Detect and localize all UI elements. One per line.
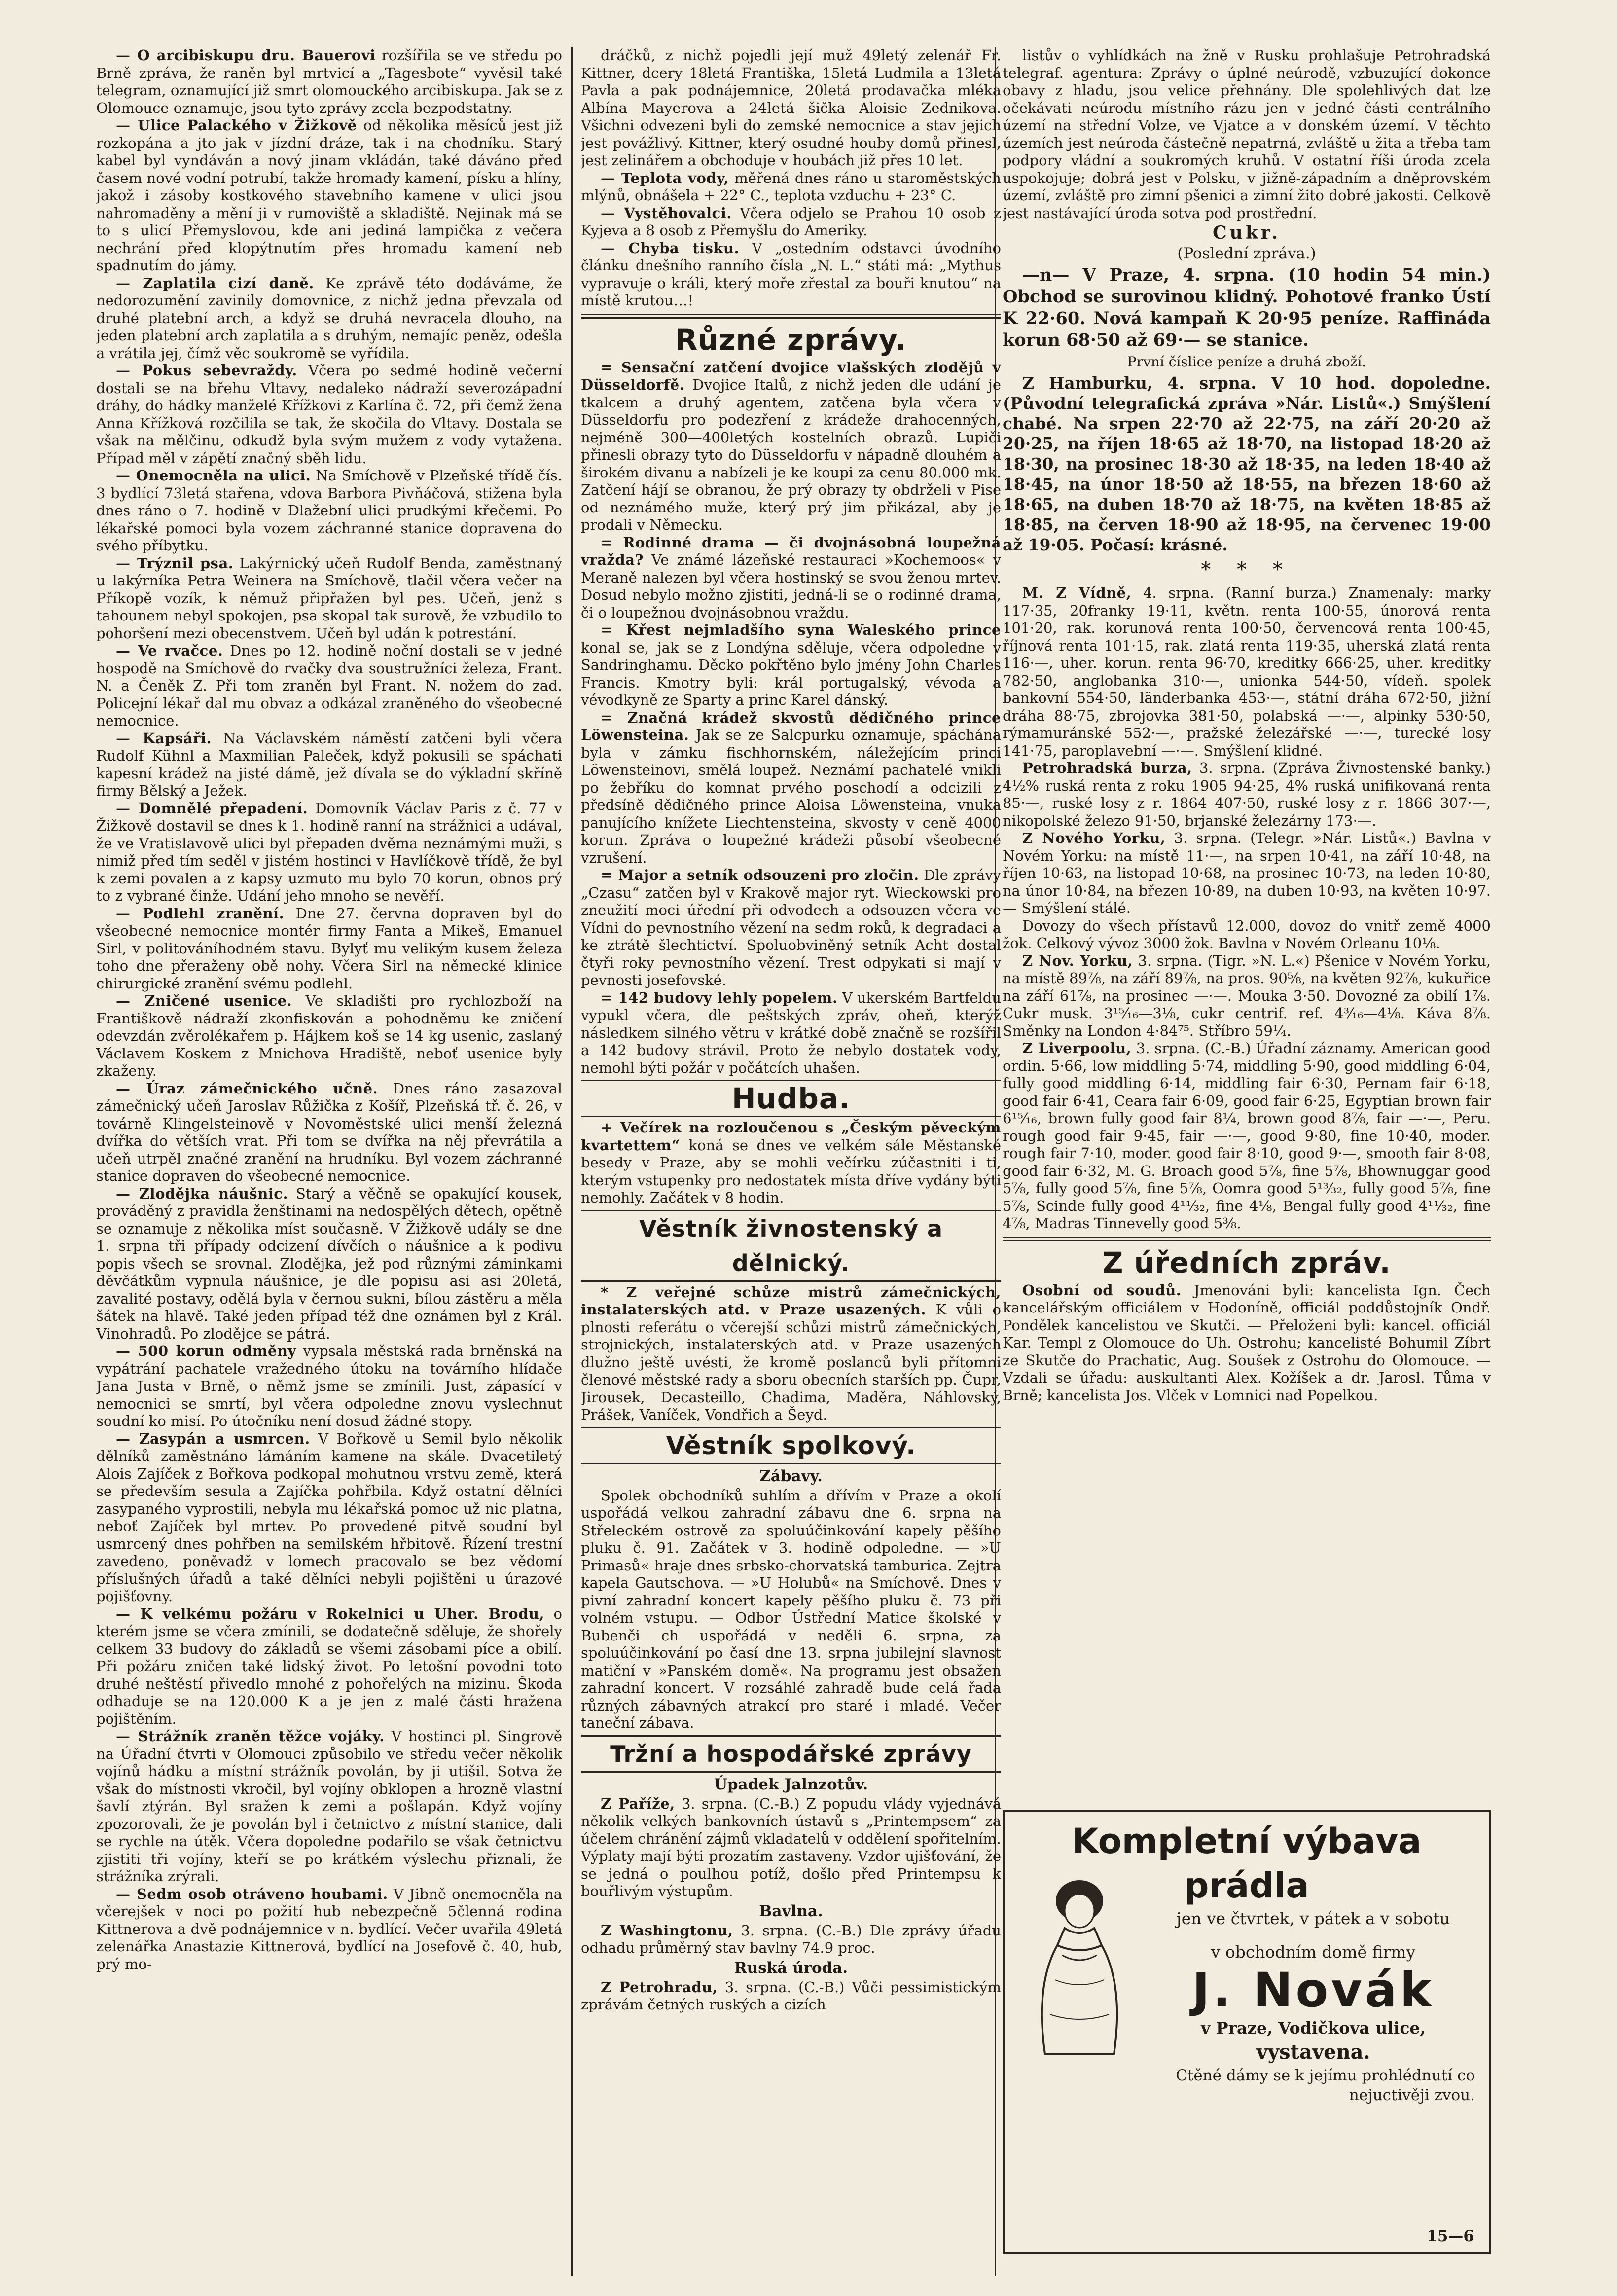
article-text: 3. srpna. (C.-B.) Úřadní záznamy. American good ordin. 5·66, low middling 5·74, middling 5·90, good middling 6·04, fully good middling 6·14, middling fair 6·30, Pernam fair 6·18, good fair 6·41, Ceara fair 6·09, good fair 6·25, Egyptian brown fair 6¹⁵⁄₁₆, brown fully good fair 8¼, brown good 8⅞, fair —·—, Peru. rough good fair 9·45, fair —·—, good 9·80, fine 10·40, moder. rough fair 7·10, moder. good fair 8·10, good 9·—, smooth fair 8·08, good fair 6·32, M. G. Broach good 5⅞, fine 5⅞, Bhownuggar good 5⅞, fully good 5⅞, fine 5⅞, Oomra good 5¹³⁄₃₂, fully good 5⅞, fine 5⅞, Scinde fully good 4¹¹⁄₃₂, fine 4⅛, Bengal fully good 4¹¹⁄₃₂, fine 4⅞, Madras Tinnevelly good 5⅜. bbox=[1003, 1040, 1491, 1232]
article-text: 4. srpna. (Ranní burza.) Znamenaly: marky 117·35, 20franky 19·11, květn. renta 100·55, únorová renta 101·20, rak. korunová renta 100·50, červencová renta 100·45, říjnová renta 101·15, rak. zlatá renta 119·35, uherská zlatá renta 116·—, uher. korun. renta 96·70, kreditky 666·25, uher. kreditky 782·50, anglobanka 310·—, unionka 544·50, vídeň. spolek bankovní 554·50, länderbanka 453·—, státní dráha 672·50, jižní dráha 88·75, zbrojovka 381·50, polabská —·—, alpinky 530·50, rýmamuránské 552·—, pražské železářské —·—, turecké losy 141·75, paroplavební —·—. Smýšlení klidné. bbox=[1003, 584, 1491, 759]
article-text: 3. srpna. (C.-B.) Z popudu vlády vyjednává několik velkých bankovních ústavů s „Printempsem“ za účelem chránění zájmů vkladatelů v oddělení spořitelním. Výplaty mají býti prozatím zastaveny. Vzdor ujišťování, že se jedná o poulhou potíž, došlo před Printempsu k bouřlivým výstupům. bbox=[581, 1795, 1001, 1899]
article-text: Jak se ze Salcpurku oznamuje, spáchána byla v zámku fischhornském, náležejícím princi Löwensteinovi, smělá loupež. Neznámí pachatelé vnikli po žebříku do komnat prvého poschodí a odcizili z předsíně dědičného prince Aloisa Löwensteina, vnuka panujícího knížete Liechtensteina, skvosty v ceně 4000 korun. Zpráva o loupežné krádeži působí všeobecné vzrušení. bbox=[581, 727, 1001, 866]
article-text: rozšířila se ve středu po Brně zpráva, že raněn byl mrtvicí a „Tagesbote“ vyvěsil také telegram, oznamující již smrt olomouckého arcibiskupa. Jak se z Olomouce oznamuje, jsou tyto zprávy zcela bezpodstatny. bbox=[96, 47, 562, 116]
article-lead: — Úraz zámečnického učně. bbox=[116, 1080, 378, 1097]
article-text: od několika měsíců jest již rozkopána a jto jak v jízdní dráze, tak i na chodníku. Starý kabel byl vyndáván a nový jinam vkládán, také dáváno před časem nové vodní potrubí, takže hromady kamení, písku a hlíny, jakož i zásoby kostkového stavebního kamene v ulici jsou nahromaděny a mění ji v rumoviště a skladiště. Nejinak má se to s ulicí Přemyslovou, kde ani jediná lampička z večera nechrání před klopýtnutím přes hromadu kamení neb spadnutím do jámy. bbox=[96, 117, 562, 274]
article-lead: — K velkému požáru v Rokelnici u Uher. Brodu, bbox=[116, 1605, 545, 1622]
article-lead: = Značná krádež skvostů dědičného prince Löwensteina. bbox=[581, 709, 1001, 743]
article-text: V Jibně onemocněla na včerejšek v noci po požití hub nebezpečně 5členná rodina Kittnerova a dvě podnájemnice v n. bydlící. Večer uvařila 49letá zelenářka Anastazie Kittnerová, bydlící na Josefově č. 40, hub, prý mo- bbox=[96, 1885, 562, 1972]
article-lead: = Křest nejmladšího syna Waleského prince bbox=[601, 621, 1001, 638]
article-paragraph bbox=[96, 555, 562, 643]
article-lead: = Major a setník odsouzeni pro zločin. bbox=[601, 867, 919, 883]
article-paragraph bbox=[96, 1886, 562, 1973]
article-paragraph bbox=[96, 1185, 562, 1343]
article-paragraph bbox=[581, 1487, 1001, 1732]
price-note: První číslice peníze a druhá zboží. bbox=[1127, 354, 1366, 370]
article-paragraph bbox=[581, 1979, 1001, 2014]
article-text: Dne 27. června dopraven byl do všeobecné nemocnice montér firmy Fanta a Mikeš, Emanuel Sirl, v politováníhodném stavu. Bylyť mu velikým kusem železa toho dne přeraženy obě nohy. Včera Sirl na německé klinice chirurgické zranění svému podlehl. bbox=[96, 905, 562, 992]
section-heading-trzni: Tržní a hospodářské zprávy bbox=[581, 1735, 1001, 1773]
article-paragraph bbox=[1003, 917, 1491, 952]
article-lead: = 142 budovy lehly popelem. bbox=[601, 989, 838, 1006]
article-lead: — Pokus sebevraždy. bbox=[116, 362, 297, 379]
article-lead: = Sensační zatčení dvojice vlašských zlodějů v Düsseldorfě. bbox=[581, 359, 1001, 393]
article-text: 3. srpna. (Telegr. »Nár. Listů«.) Bavlna v Novém Yorku: na místě 11·—, na srpen 10·41, na září 10·48, na říjen 10·63, na listopad 10·68, na prosinec 10·73, na leden 10·80, na únor 10·84, na březen 10·89, na duben 10·93, na květen 10·97. — Smýšlení stálé. bbox=[1003, 830, 1491, 916]
article-lead: — Sedm osob otráveno houbami. bbox=[116, 1885, 388, 1902]
article-text: Dnes po 12. hodině noční dostali se v jedné hospodě na Smíchově do rvačky dva soustružníci železa, Frant. N. a Čeněk Z. Při tom zraněn byl Frant. N. nožem do zad. Policejní lékař dal mu obvaz a odkázal zraněného do všeobecné nemocnice. bbox=[96, 642, 562, 729]
section-heading-uradnich: Z úředních zpráv. bbox=[1102, 1245, 1391, 1279]
article-lead: — Vystěhovalci. bbox=[601, 204, 732, 221]
article-text: V ukerském Bartfeldu vypukl včera, dle peštských zpráv, oheň, kterýž následkem silného větru v krátké době značně se rozšířil a 142 budovy strávil. Proto že nebylo dostatek vody, nemohl býti požár v počátcích uhašen. bbox=[581, 989, 1001, 1076]
ad-code: 15—6 bbox=[1427, 2227, 1474, 2245]
article-lead: Z Liverpoolu, bbox=[1022, 1040, 1132, 1057]
article-text: vypsala městská rada brněnská na vypátrání pachatele vražedného útoku na továrního hlídače Jana Justa v Brně, o němž jsme se zmínili. Just, zápasící v nemocnici se smrtí, byl včera odpoledne znovu vyslechnut soudní ko misí. Po útočníku není dosud žádné stopy. bbox=[96, 1343, 562, 1429]
article-lead: — Zaplatila cizí daně. bbox=[116, 274, 314, 292]
article-text: Na Smíchově v Plzeňské třídě čís. 3 bydlící 73letá stařena, vdova Barbora Pivňáčová, stižena byla dnes ráno o 7. hodině v Dlažební ulici prudkými křečemi. Po lékařské pomoci byla vozem záchranné stanice dopravena do svého příbytku. bbox=[96, 467, 562, 554]
article-paragraph bbox=[1003, 584, 1491, 760]
article-paragraph bbox=[581, 621, 1001, 709]
article-lead: — Chyba tisku. bbox=[601, 239, 740, 256]
article-paragraph bbox=[581, 1795, 1001, 1900]
article-paragraph bbox=[581, 240, 1001, 310]
article-paragraph bbox=[1003, 1040, 1491, 1233]
article-text: Dvojice Italů, z nichž jeden dle udání je tkalcem a druhý agentem, zatčena byla včera v Düsseldorfu pro podezření z krádeže drahocenných, nejméně 300—400letých kostelních obrazů. Lupiči přinesli obrazy tyto do Düsseldorfu v nápadně dlouhém a širokém divanu a nabízeli je ke koupi za cenu 80.000 mk. Zatčení hájí se obranou, že prý obrazy ty obdrželi v Pise od neznámého muže, který prý jim přikázal, aby je prodali v Německu. bbox=[581, 376, 1001, 533]
article-text: 3. srpna. (Tigr. »N. L.«) Pšenice v Novém Yorku, na místě 89⅞, na září 89⅞, na pros. 90⅝, na květen 92⅞, kukuřice na září 61⅞, na prosinec —·—. Mouka 3·50. Dovozné za obilí 1⅞. Cukr musk. 3¹⁵⁄₁₆—3⅛, cukr centrif. ref. 4³⁄₁₆—4⅛. Káva 8⅞. Směnky na London 4·84⁷⁵. Stříbro 59¼. bbox=[1003, 952, 1491, 1039]
stars-separator: * * * bbox=[1201, 558, 1293, 581]
advertisement-box bbox=[1003, 1810, 1491, 2254]
article-lead: — Trýznil psa. bbox=[116, 554, 234, 572]
article-text: o kterém jsme se včera zmínili, se dodatečně sděluje, že shořely celkem 33 budovy do základů se všemi zásobami píce a obilí. Při požáru zničen také lidský život. Po letošní povodni toto druhé neštěstí přivedlo mnohé z pohořelých na mizinu. Škoda odhaduje se na 120.000 K a je jen z malé části hražena pojištěním. bbox=[96, 1605, 562, 1727]
article-text: Ve skladišti pro rychlozboží na Františkově nádraží zkonfiskován a pohodněmu ke zničení odevzdán zvěrolékařem p. Hájkem koš se 14 kg usenic, zaslaný Václavem Koskem z Mnichova Hradiště, neboť usenice byly zkaženy. bbox=[96, 992, 562, 1079]
article-paragraph bbox=[96, 362, 562, 467]
article-paragraph bbox=[96, 730, 562, 800]
article-paragraph bbox=[96, 117, 562, 275]
column-3 bbox=[1003, 47, 1491, 1803]
article-lead: — Zasypán a usmrcen. bbox=[116, 1430, 310, 1447]
article-text: konal se, jak se z Londýna sděluje, včera odpoledne v Sandringhamu. Děcko pokřtěno bylo jmény John Charles Francis. Kmotry byli: král portugalský, vévoda a vévodkyně ze Sparty a princ Karel dánský. bbox=[581, 639, 1001, 708]
article-lead: Osobní od soudů. bbox=[1022, 1281, 1182, 1299]
article-lead: — Ve rvačce. bbox=[116, 642, 223, 659]
section-heading-ruzne: Různé zprávy. bbox=[675, 323, 907, 357]
article-text: Ke zprávě této dodáváme, že nedorozumění zavinily domovnice, z nichž jedna převzala od druhé platební arch, a když se druhá nevracela dlouho, na jeden platební arch zaplatila a s druhým, nemajíc peněz, odešla a vrátila jej, čímž věc soukromě se vyřídila. bbox=[96, 274, 562, 362]
article-paragraph bbox=[581, 534, 1001, 622]
article-paragraph bbox=[96, 905, 562, 993]
article-paragraph bbox=[96, 47, 562, 117]
article-paragraph bbox=[96, 1343, 562, 1430]
subheading-posledni-zprava: (Poslední zpráva.) bbox=[1177, 245, 1316, 262]
article-text: V hostinci pl. Singrově na Úřadní čtvrti v Olomouci způsobilo ve středu večer několik vojínů hádku a místní strážník povolán, by ji utišil. Sotva že však do místnosti vkročil, byl vojíny obklopen a hrozně vlastní šavlí ztýrán. Byl sražen k zemi a pošlapán. Když vojíny zpozorovali, že je povolán byl i četnictvo z místní stanice, dali se rychle na útěk. Včera dopoledne podařilo se však četnictvu zjistiti tři vojíny, kteří se po krátkém výslechu přiznali, že strážníka zrýrali. bbox=[96, 1728, 562, 1885]
article-text: 3. srpna. (C.-B.) Vůči pessimistickým zprávám četných ruských a cizích bbox=[581, 1978, 1001, 2013]
article-lead: = Rodinné drama — či dvojnásobná loupežná vražda? bbox=[581, 534, 1001, 568]
article-paragraph bbox=[581, 47, 1001, 170]
article-text: Starý a věčně se opakující kousek, prováděný z pravidla ženštinami na nedospělých dětech, opětně se oznamuje z několika míst současně. V Žižkově udály se dne 1. srpna tři případy odcizení dívčích o náušnice a k podivu popis všech se srovnal. Zlodějka, jež pod různými záminkami děvčátkům vypnula náušnice, je dle popisu asi asi 20letá, zavalité postavy, odělá byla v černou sukni, bílou zástěru a měla šátek na hlavě. Také jeden případ též dne oznámen byl z Král. Vinohradů. Po zlodějce se pátrá. bbox=[96, 1185, 562, 1342]
article-text: koná se dnes ve velkém sále Městanské besedy v Praze, aby se mohli večírku zúčastniti i ti, kterým vstupenky pro nedostatek místa dříve vydány býti nemohly. Začátek v 8 hodin. bbox=[581, 1136, 1001, 1206]
article-text: 3. srpna. (Zpráva Živnostenské banky.) 4½% ruská renta z roku 1905 94·25, 4% ruská unifikovaná renta 85·—, ruské losy z r. 1864 407·50, ruské losy z r. 1866 307·—, nikopolské železo 91·50, brjanské železárny 173·—. bbox=[1003, 760, 1491, 829]
subheading-ruska-uroda: Ruská úroda. bbox=[734, 1959, 848, 1977]
article-paragraph bbox=[1003, 830, 1491, 917]
ad-line-days: jen ve čtvrtek, v pátek a v sobotu bbox=[1176, 1909, 1450, 1928]
article-lead: Z Paříže, bbox=[601, 1795, 675, 1812]
article-text: dráčků, z nichž pojedli její muž 49letý zelenář Fr. Kittner, dcery 18letá Františka, 15letá Ludmila a 13letá Pavla a pak podnájemnice, 20letá prodavačka mléka Albína Mayerova a 24letá šička Aloisie Zednikova. Všichni odvezeni byli do zemské nemocnice a stav jejich jest povážlivý. Kittner, který osudné houby domů přinesl, jest zelinářem a obchoduje v houbách již přes 10 let. bbox=[581, 47, 1001, 169]
article-text: Dle zprávy „Czasu“ zatčen byl v Krakově major ryt. Wieckowski pro zneužití moci úřední při odvodech a odsouzen včera ve Vídni do pevnostního vězení na sedm roků, k degradaci a ke ztrátě šlechtictví. Spoluobviněný setník Acht dostal čtyři roky pevnostního vězení. Trest odpykati si mají v pevnosti josefovské. bbox=[581, 867, 1001, 988]
article-paragraph bbox=[581, 359, 1001, 534]
article-lead: * Z veřejné schůze mistrů zámečnických, instalaterských atd. v Praze usazených. bbox=[581, 1283, 1001, 1318]
article-lead: — Zlodějka náušnic. bbox=[116, 1185, 288, 1202]
article-paragraph bbox=[96, 275, 562, 363]
article-text: Spolek obchodníků suhlím a dřívím v Praze a okolí uspořádá velkou zahradní zábavu dne 6. srpna na Střeleckém ostrově za spoluúčinkování kapely pěšího pluku č. 91. Začátek v 3. hodině odpoledne. — »U Primasů« hraje dnes srbsko-chorvatská tamburica. Zejtra kapela Gautschova. — »U Holubů« na Smíchově. Dnes v pivní zahradní koncert kapely pěšího pluku č. 73 při volném vstupu. — Odbor Ústřední Matice školské v Bubenči ch uspořádá v neděli 6. srpna, za spoluúčinkování po časí dne 13. srpna jubilejní slavnost matiční v »Panském domě«. Na programu jest obsažen zahradní koncert. V rozsáhlé zahradě bude celá řada různých zábavných atrakcí pro staré i mladé. Večer taneční zábava. bbox=[581, 1487, 1001, 1731]
article-text: V Bořkově u Semil bylo několik dělníků zaměstnáno lámáním kamene na skále. Dvacetiletý Alois Zajíček z Bořkova podkopal mohutnou vrstvu země, která se především sesula a Zajíčka pohřbila. Když ostatní dělníci zasypaného vyprostili, nebyla mu lékařská pomoc už nic platna, neboť Zajíček byl mrtev. Po provedené pitvě soudní byl usmrcený dnes pohřben na semilském hřbitově. Řízení trestní zavedeno, poněvadž v lomech pracovalo se bez vědomí příslušných úřadů a také dělníci nebyli pojištěni u úrazové pojišťovny. bbox=[96, 1430, 562, 1604]
article-lead: Petrohradská burza, bbox=[1022, 760, 1192, 776]
article-paragraph bbox=[96, 992, 562, 1080]
ad-title: Kompletní výbava prádla bbox=[1072, 1821, 1422, 1906]
column-rule-1 bbox=[571, 47, 573, 2276]
article-lead: Z Petrohradu, bbox=[601, 1978, 718, 1996]
article-lead: Z Nov. Yorku, bbox=[1022, 952, 1133, 969]
article-text: Dnes ráno zasazoval zámečnický učeň Jaroslav Růžička z Košíř, Plzeňská tř. č. 26, v továrně Klingelsteinově v Novoměstské ulici menší železná dvířka do větších vrat. Při tom se dvířka na něj převrátila a učeň utrpěl značné zranění na hrudníku. Byl vozem záchranné stanice dopraven do všeobecné nemocnice. bbox=[96, 1080, 562, 1184]
article-text: Včera po sedmé hodině večerní dostali se na břehu Vltavy, nedaleko nádraží severozápadní dráhy, do hádky manželé Křížkovi z Karlína č. 72, při čemž žena Anna Křížková rozčilila se tak, že skočila do Vltavy. Dostala se však na mělčinu, odkudž byla svým mužem z vody vytažena. Případ měl v zápětí značný sběh lidu. bbox=[96, 362, 562, 467]
article-paragraph bbox=[581, 867, 1001, 989]
article-lead: — Strážník zraněn těžce vojáky. bbox=[116, 1728, 385, 1745]
article-text: Dovozy do všech přístavů 12.000, dovoz do vnitř země 4000 žok. Celkový vývoz 3000 žok. Bavlna v Novém Orleanu 10⅛. bbox=[1003, 917, 1491, 951]
article-paragraph bbox=[96, 467, 562, 555]
ad-line-address: v Praze, Vodičkova ulice, bbox=[1201, 2018, 1426, 2038]
article-paragraph bbox=[96, 1430, 562, 1605]
article-paragraph bbox=[1003, 760, 1491, 830]
article-text: Lakýrnický učeň Rudolf Benda, zaměstnaný u lakýrníka Petra Weinera na Smíchově, tlačil včera večer na Příkopě vozík, k němuž připřažen byl pes. Učeň, jenž s tahounem nebyl spokojen, psa skopal tak surově, že vzbudilo to pohoršení mezi obecenstvem. Učeň byl udán k potrestání. bbox=[96, 554, 562, 642]
article-text: listův o vyhlídkách na žně v Rusku prohlašuje Petrohradská telegraf. agentura: Zprávy o úplné neúrodě, vzbuzující dokonce obavy z hladu, jsou velice přehnány. Dle spolehlivých dat lze očekávati neúrodu místního rázu jen v jedné části centrálního území na střední Volze, ve Vjatce a v donském území. V těchto územích jest neúroda částečně nepatrná, zvláště u žita a třeba tam podpory vládní a soukromých kruhů. V ostatní říši úroda zcela uspokojuje; dobrá jest v Polsku, v jižně-západním a dněprovském území, zvláště pro zimní pšenici a zimní žito dobré jakosti. Celkově jest nastávající úroda sotva pod prostřední. bbox=[1003, 47, 1491, 221]
article-lead: — O arcibiskupu dru. Bauerovi bbox=[116, 47, 376, 64]
article-text: 3. srpna. (C.-B.) Dle zprávy úřadu odhadu průměrný stav bavlny 74.9 proc. bbox=[581, 1922, 1001, 1956]
ad-line-exhibited: vystavena. bbox=[1256, 2041, 1370, 2064]
article-lead: Z Washingtonu, bbox=[601, 1922, 733, 1939]
article-paragraph bbox=[1003, 952, 1491, 1040]
article-lead: — Zničené usenice. bbox=[116, 992, 292, 1009]
article-lead: Z Nového Yorku, bbox=[1022, 830, 1166, 846]
article-lead: M. Z Vídně, bbox=[1022, 584, 1132, 601]
article-paragraph bbox=[96, 1080, 562, 1185]
woman-illustration-icon bbox=[1015, 1871, 1144, 2059]
article-text: Včera odjelo se Prahou 10 osob z Kyjeva a 8 osob z Přemyšlu do Ameriky. bbox=[581, 204, 1001, 239]
article-text: K vůli o plnosti referátu o včerejší schůzi mistrů zámečnických, strojnických, instalaterských atd. v Praze usazených dlužno ještě uvésti, že kromě poslanců byli přítomni členové městské rady a sboru obecních starších pp. Čupr, Jirousek, Decasteillo, Chadima, Maděra, Náhlovský, Prášek, Vaníček, Vondřich a Šeyd. bbox=[581, 1301, 1001, 1423]
article-paragraph bbox=[581, 709, 1001, 867]
sugar-prague-report: —n— V Praze, 4. srpna. (10 hodin 54 min.) Obchod se surovinou klidný. Pohotové franko Ústí K 22·60. Nová kampaň K 20·95 peníze. Raffináda korun 68·50 až 69·— se stanice. bbox=[1003, 265, 1491, 350]
ad-invitation: Ctěné dámy se k jejímu prohlédnutí co nejuctivěji zvou. bbox=[1176, 2067, 1475, 2104]
article-text: Domovník Václav Paris z č. 77 v Žižkově dostavil se dnes k 1. hodině ranní na strážnici a udával, že ve Vratislavově ulici byl přepaden dvěma neznámými muži, s nimiž před tím seděl v jistém hostinci v Havlíčkově třídě, že byl k zemi povalen a z kapsy uzmuto mu bylo 70 korun, obnos prý to z vybrané činže. Udání jeho mnoho se nevěří. bbox=[96, 800, 562, 904]
article-text: V „ostedním odstavci úvodního článku dnešního ranního čísla „N. L.“ státi má: „Mythus vypravuje o králi, který moře zřestal za bouři knutou“ na místě krutou…! bbox=[581, 239, 1001, 309]
article-lead: — Ulice Palackého v Žižkově bbox=[116, 117, 357, 134]
article-text: měřená dnes ráno u staroměstských mlýnů, obnášela + 22° C., teplota vzduchu + 23° C. bbox=[581, 169, 1001, 204]
article-lead: — Kapsáři. bbox=[116, 729, 212, 747]
article-paragraph bbox=[96, 1728, 562, 1886]
article-paragraph bbox=[96, 642, 562, 730]
article-lead: + Večírek na rozloučenou s „Českým pěveckým kvartettem“ bbox=[581, 1119, 1001, 1154]
section-rule bbox=[581, 314, 1001, 319]
article-paragraph bbox=[1003, 1282, 1491, 1405]
article-paragraph bbox=[581, 205, 1001, 240]
section-rule bbox=[1003, 1237, 1491, 1241]
subheading-bavlna: Bavlna. bbox=[759, 1902, 823, 1920]
article-paragraph bbox=[581, 1284, 1001, 1424]
article-paragraph bbox=[581, 1119, 1001, 1207]
article-lead: — Teplota vody, bbox=[601, 169, 729, 186]
article-paragraph bbox=[96, 1605, 562, 1728]
article-paragraph bbox=[96, 800, 562, 905]
subheading-zabavy: Zábavy. bbox=[759, 1467, 823, 1485]
subheading-cukr: Cukr. bbox=[1213, 222, 1281, 243]
article-paragraph bbox=[1003, 47, 1491, 222]
article-text: Na Václavském náměstí zatčeni byli včera Rudolf Kühnl a Maxmilian Paleček, když pokusili se spáchati kapesní krádež na jisté dámě, jež dívala se do výkladní skříně firmy Bělský a Ježek. bbox=[96, 729, 562, 799]
article-lead: — Podlehl zranění. bbox=[116, 905, 285, 922]
article-paragraph bbox=[581, 989, 1001, 1077]
article-paragraph bbox=[581, 1922, 1001, 1957]
section-heading-hudba: Hudba. bbox=[581, 1080, 1001, 1117]
sugar-hamburg-report: Z Hamburku, 4. srpna. V 10 hod. dopoledne. (Původní telegrafická zpráva »Nár. Listů«.) Smýšlení chabé. Na srpen 22·70 až 22·75, na září 20·20 až 20·25, na říjen 18·65 až 18·70, na listopad 18·20 až 18·30, na prosinec 18·30 až 18·35, na leden 18·40 až 18·45, na únor 18·50 až 18·55, na březen 18·60 až 18·65, na duben 18·70 až 18·75, na květen 18·85 až 18·85, na červen 18·90 až 18·95, na červenec 19·00 až 19·05. Počasí: krásné. bbox=[1003, 373, 1491, 554]
article-text: Ve známé lázeňské restauraci »Kochemoos« v Meraně nalezen byl včera hostinský se svou ženou mrtev. Dosud nebylo možno zjistiti, jedná-li se o rodinné drama, či o loupežnou dvojnásobnou vraždu. bbox=[581, 551, 1001, 621]
section-heading-vestnik-spolkovy: Věstník spolkový. bbox=[581, 1427, 1001, 1464]
article-text: Jmenováni byli: kancelista Ign. Čech kancelářským officiálem v Hodoníně, officiál poddůstojník Ondř. Pondělek kancelistou ve Skutči. — Přeloženi byli: kancel. officiál Kar. Templ z Olomouce do Uh. Ostrohu; kancelisté Bohumil Zíbrt ze Skutče do Prachatic, Aug. Soušek z Ostrohu do Olomouce. — Vzdali se úřadu: auskultanti Alex. Kožíšek a dr. Jarosl. Tůma v Brně; kancelista Jos. Vlček v Lomnici nad Popelkou. bbox=[1003, 1281, 1491, 1404]
column-2 bbox=[581, 47, 1001, 2276]
ad-line-shop: v obchodním domě firmy bbox=[1211, 1942, 1416, 1962]
article-lead: — Onemocněla na ulici. bbox=[116, 467, 311, 484]
subheading-upadek: Úpadek Jalnzotův. bbox=[714, 1775, 868, 1793]
article-lead: — Domnělé přepadení. bbox=[116, 800, 308, 817]
article-paragraph bbox=[581, 170, 1001, 205]
column-1 bbox=[96, 47, 562, 2276]
section-heading-vestnik-zivnostensky: Věstník živnostenský a dělnický. bbox=[581, 1210, 1001, 1282]
article-lead: — 500 korun odměny bbox=[116, 1343, 296, 1359]
ad-firm-name: J. Novák bbox=[1192, 1963, 1435, 2018]
